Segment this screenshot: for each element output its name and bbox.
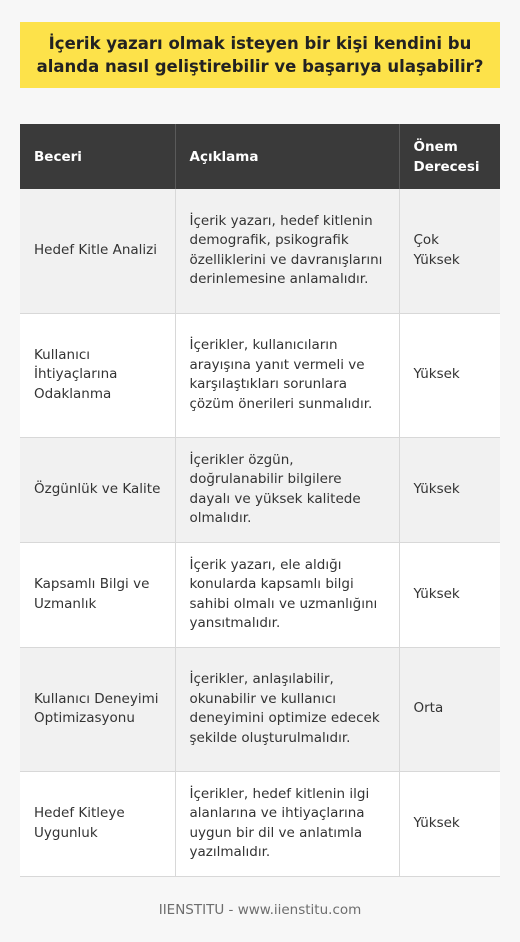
cell-importance: Çok Yüksek xyxy=(399,189,500,313)
cell-description: İçerikler, kullanıcıların arayışına yanıt vermeli ve karşılaştıkları sorunlara çözüm önerileri sunmalıdır. xyxy=(175,313,399,437)
table-row xyxy=(20,542,500,647)
cell-importance: Yüksek xyxy=(399,542,500,647)
cell-description: İçerikler, hedef kitlenin ilgi alanlarına ve ihtiyaçlarına uygun bir dil ve anlatımla yazılmalıdır. xyxy=(175,771,399,876)
table-row xyxy=(20,647,500,771)
cell-description: İçerik yazarı, ele aldığı konularda kapsamlı bilgi sahibi olmalı ve uzmanlığını yansıtmalıdır. xyxy=(175,542,399,647)
title-banner xyxy=(20,22,500,88)
cell-description: İçerikler, anlaşılabilir, okunabilir ve kullanıcı deneyimini optimize edecek şekilde oluşturulmalıdır. xyxy=(175,647,399,771)
cell-skill: Kapsamlı Bilgi ve Uzmanlık xyxy=(20,542,175,647)
cell-importance: Yüksek xyxy=(399,771,500,876)
cell-description: İçerik yazarı, hedef kitlenin demografik, psikografik özelliklerini ve davranışlarını derinlemesine anlamalıdır. xyxy=(175,189,399,313)
table-row xyxy=(20,771,500,876)
header-description: Açıklama xyxy=(175,124,399,189)
table-row xyxy=(20,437,500,542)
skills-table xyxy=(20,124,500,877)
cell-importance: Orta xyxy=(399,647,500,771)
header-importance: Önem Derecesi xyxy=(399,124,500,189)
cell-importance: Yüksek xyxy=(399,437,500,542)
cell-skill: Kullanıcı Deneyimi Optimizasyonu xyxy=(20,647,175,771)
cell-description: İçerikler özgün, doğrulanabilir bilgilere dayalı ve yüksek kalitede olmalıdır. xyxy=(175,437,399,542)
page-title: İçerik yazarı olmak isteyen bir kişi kendini bu alanda nasıl geliştirebilir ve başarıya ulaşabilir? xyxy=(36,34,484,76)
footer-credit: IIENSTITU - www.iienstitu.com xyxy=(158,902,362,918)
table-header-row xyxy=(20,124,500,189)
cell-skill: Hedef Kitleye Uygunluk xyxy=(20,771,175,876)
cell-skill: Kullanıcı İhtiyaçlarına Odaklanma xyxy=(20,313,175,437)
header-skill: Beceri xyxy=(20,124,175,189)
cell-skill: Özgünlük ve Kalite xyxy=(20,437,175,542)
cell-skill: Hedef Kitle Analizi xyxy=(20,189,175,313)
table-row xyxy=(20,189,500,313)
cell-importance: Yüksek xyxy=(399,313,500,437)
table-row xyxy=(20,313,500,437)
